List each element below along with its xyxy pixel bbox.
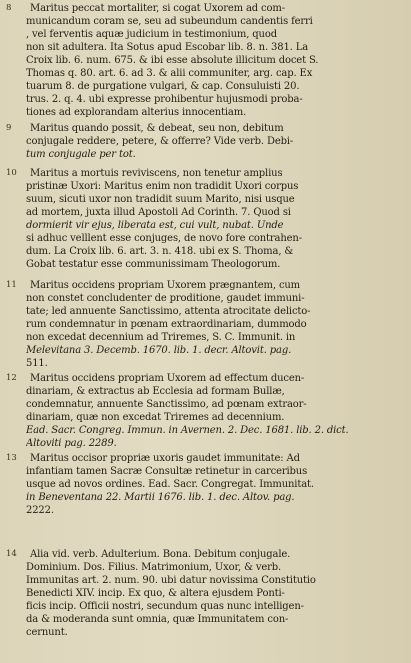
- text-line: Maritus a mortuis reviviscens, non tenetur amplius: [30, 168, 283, 179]
- text-line: , vel ferventis aquæ judicium in testimonium, quod: [26, 29, 277, 40]
- text-line: Melevitana 3. Decemb. 1670. lib. 1. decr. Altovit. pag.: [26, 345, 292, 356]
- text-line: Gobat testatur esse communissimam Theologorum.: [26, 259, 281, 270]
- entry-number: 13: [6, 453, 17, 463]
- text-line: Thomas q. 80. art. 6. ad 3. & alii communiter, arg. cap. Ex: [26, 68, 313, 79]
- text-line: Croix lib. 6. num. 675. & ibi esse absolute illicitum docet S.: [26, 55, 319, 66]
- text-line: 511.: [26, 358, 48, 369]
- text-line: Benedicti XIV. incip. Ex quo, & altera ejusdem Ponti-: [26, 588, 285, 599]
- text-line: infantiam tamen Sacræ Consultæ retinetur in carceribus: [26, 466, 308, 477]
- text-line: tuarum 8. de purgatione vulgari, & cap. Consuluisti 20.: [26, 81, 300, 92]
- text-line: Dominium. Dos. Filius. Matrimonium, Uxor, & verb.: [26, 562, 282, 573]
- text-line: dum. La Croix lib. 6. art. 3. n. 418. ubi ex S. Thoma, &: [26, 246, 294, 257]
- entry-number: 8: [6, 3, 12, 13]
- text-line: pristinæ Uxori: Maritus enim non tradidit Uxori corpus: [26, 181, 299, 192]
- text-line: ad mortem, juxta illud Apostoli Ad Corinth. 7. Quod si: [26, 207, 291, 218]
- text-line: tiones ad explorandam alterius innocentiam.: [26, 107, 247, 118]
- text-line: Maritus peccat mortaliter, si cogat Uxorem ad com-: [30, 3, 285, 14]
- text-line: dormierit vir ejus, liberata est, cui vult, nubat. Unde: [26, 220, 284, 231]
- text-line: da & moderanda sunt omnia, quæ Immunitatem con-: [26, 614, 289, 625]
- text-line: municandum coram se, seu ad subeundum candentis ferri: [26, 16, 313, 27]
- text-line: non constet concludenter de proditione, gaudet immuni-: [26, 293, 305, 304]
- text-line: Maritus occidens propriam Uxorem prægnantem, cum: [30, 280, 301, 291]
- text-line: in Beneventana 22. Martii 1676. lib. 1. dec. Altov. pag.: [26, 492, 295, 503]
- text-line: Alia vid. verb. Adulterium. Bona. Debitum conjugale.: [30, 549, 291, 560]
- text-line: ficis incip. Officii nostri, secundum quas nunc intelligen-: [26, 601, 304, 612]
- text-line: trus. 2. q. 4. ubi expresse prohibentur hujusmodi proba-: [26, 94, 303, 105]
- text-line: tate; led annuente Sanctissimo, attenta atrocitate delicto-: [26, 306, 311, 317]
- entry-number: 12: [6, 373, 17, 383]
- text-line: Altoviti pag. 2289.: [26, 438, 117, 449]
- text-line: conjugale reddere, petere, & offerre? Vide verb. Debi-: [26, 136, 294, 147]
- text-line: non sit adultera. Ita Sotus apud Escobar lib. 8. n. 381. La: [26, 42, 309, 53]
- text-line: suum, sicuti uxor non tradidit suum Marito, nisi usque: [26, 194, 295, 205]
- text-line: dinariam, quæ non excedat Triremes ad decennium.: [26, 412, 285, 423]
- text-line: usque ad novos ordines. Ead. Sacr. Congregat. Immunitat.: [26, 479, 314, 490]
- entry-number: 10: [6, 168, 17, 178]
- text-line: condemnatur, annuente Sanctissimo, ad pœnam extraor-: [26, 399, 307, 410]
- entry-number: 14: [6, 549, 17, 559]
- text-line: Immunitas art. 2. num. 90. ubi datur novissima Constitutio: [26, 575, 316, 586]
- text-line: Maritus occidens propriam Uxorem ad effectum ducen-: [30, 373, 305, 384]
- text-line: cernunt.: [26, 627, 68, 638]
- entry-number: 11: [6, 280, 17, 290]
- text-line: dinariam, & extractus ab Ecclesia ad formam Bullæ,: [26, 386, 285, 397]
- text-line: Maritus quando possit, & debeat, seu non, debitum: [30, 123, 284, 134]
- text-line: Maritus occisor propriæ uxoris gaudet immunitate: Ad: [30, 453, 300, 464]
- text-line: rum condemnatur in pœnam extraordinariam, dummodo: [26, 319, 307, 330]
- text-line: non excedat decennium ad Triremes, S. C. Immunit. in: [26, 332, 296, 343]
- entry-number: 9: [6, 123, 12, 133]
- text-line: Ead. Sacr. Congreg. Immun. in Avernen. 2. Dec. 1681. lib. 2. dict.: [26, 425, 349, 436]
- text-line: si adhuc velllent esse conjuges, de novo fore contrahen-: [26, 233, 302, 244]
- text-line: 2222.: [26, 505, 54, 516]
- text-line: tum conjugale per tot.: [26, 149, 136, 160]
